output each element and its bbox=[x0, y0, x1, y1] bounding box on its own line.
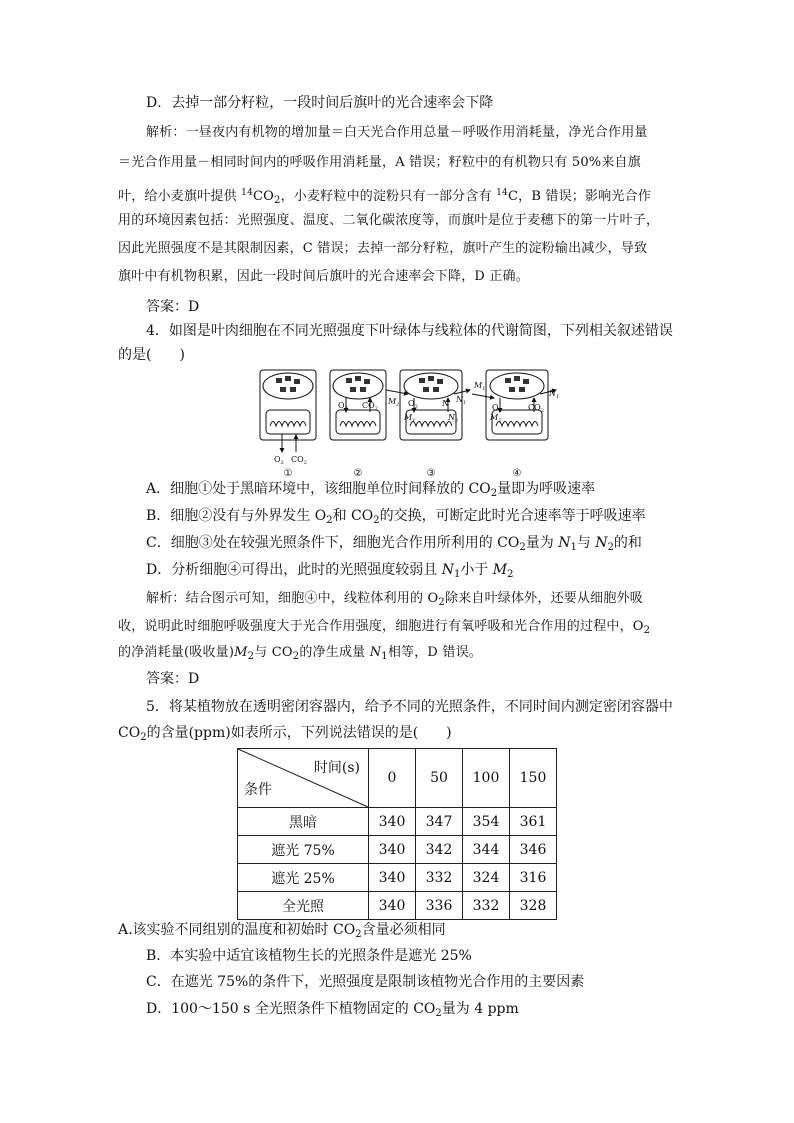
cell-label-3: ③ bbox=[426, 468, 436, 479]
q3-explanation-line: 用的环境因素包括：光照强度、温度、二氧化碳浓度等，而旗叶是位于麦穗下的第一片叶子， bbox=[118, 213, 660, 228]
corner-condition-label: 条件 bbox=[244, 782, 272, 798]
table-cell: 346 bbox=[510, 836, 557, 864]
q4-option-c: C．细胞③处在较强光照条件下，细胞光合作用所利用的 $CO_2$量为 $N_1$与 $N_2$的和 bbox=[146, 535, 642, 553]
q4-answer: 答案：D bbox=[146, 671, 200, 687]
q3-explanation-line: 旗叶中有机物积累，因此一段时间后旗叶的光合速率会下降，D 正确。 bbox=[118, 269, 529, 284]
co2-label: $CO_2$ bbox=[291, 455, 307, 466]
n2-label: $N_2$ bbox=[448, 413, 459, 424]
o2-label: $O_2$ bbox=[408, 399, 418, 410]
table-cell: 361 bbox=[510, 808, 557, 836]
row-label: 全光照 bbox=[238, 892, 369, 920]
n1-label: $N_1$ bbox=[456, 395, 467, 406]
row-label: 遮光 75% bbox=[238, 836, 369, 864]
cell-1 bbox=[260, 370, 316, 452]
co2-label: $CO_2$ bbox=[528, 403, 544, 414]
table-cell: 347 bbox=[416, 808, 463, 836]
corner-time-label: 时间(s) bbox=[313, 760, 360, 776]
table-cell: 340 bbox=[369, 892, 416, 920]
q3-explanation-line: 叶，给小麦旗叶提供 $^{14}CO_2$，小麦籽粒中的淀粉只有一部分含有 $^{14}$C，B 错误；影响光合作 bbox=[118, 188, 652, 206]
n-label: N bbox=[442, 399, 449, 408]
m2-label: $M_2$ bbox=[388, 397, 400, 408]
q4-option-a: A．细胞①处于黑暗环境中，该细胞单位时间释放的 $CO_2$量即为呼吸速率 bbox=[146, 481, 596, 499]
table-cell: 340 bbox=[369, 808, 416, 836]
q5-option-c: C．在遮光 75%的条件下，光照强度是限制该植物光合作用的主要因素 bbox=[146, 974, 585, 990]
o2-label: $O_2$ bbox=[274, 455, 284, 466]
cell-label-1: ① bbox=[283, 468, 293, 479]
table-row bbox=[238, 892, 557, 920]
q4-option-b: B．细胞②没有与外界发生 $O_2$和 $CO_2$的交换，可断定此时光合速率等于呼吸速率 bbox=[146, 508, 646, 526]
m1-label: $M_1$ bbox=[404, 413, 416, 424]
table-cell: 332 bbox=[416, 864, 463, 892]
table-row bbox=[238, 836, 557, 864]
table-row bbox=[238, 808, 557, 836]
table-cell: 354 bbox=[463, 808, 510, 836]
table-cell: 332 bbox=[463, 892, 510, 920]
cell-label-2: ② bbox=[353, 468, 363, 479]
q4-option-d: D．分析细胞④可得出，此时的光照强度较弱且 $N_1$小于 $M_2$ bbox=[146, 562, 514, 580]
table-cell: 340 bbox=[369, 864, 416, 892]
m2-label: $M_2$ bbox=[490, 413, 502, 424]
metabolism-figure bbox=[258, 368, 558, 480]
q3-answer: 答案：D bbox=[146, 299, 200, 315]
table-cell: 340 bbox=[369, 836, 416, 864]
q5-option-a: A.该实验不同组别的温度和初始时 $CO_2$含量必须相同 bbox=[118, 922, 446, 940]
table-header-row bbox=[238, 749, 557, 808]
column-header: 50 bbox=[416, 749, 463, 808]
m1-label: $M_1$ bbox=[474, 381, 486, 392]
co2-label: $CO_2$ bbox=[362, 401, 378, 412]
column-header: 100 bbox=[463, 749, 510, 808]
row-label: 黑暗 bbox=[238, 808, 369, 836]
q4-explanation-line: 的净消耗量(吸收量)$M_2$与 $CO_2$的净生成量 $N_1$相等，D 错误。 bbox=[118, 645, 482, 662]
q5-stem: 5．将某植物放在透明密闭容器内，给予不同的光照条件，不同时间内测定密闭容器中 bbox=[146, 699, 673, 715]
table-cell: 328 bbox=[510, 892, 557, 920]
n1-label: $N_1$ bbox=[549, 389, 560, 400]
cell-label-4: ④ bbox=[512, 468, 522, 479]
o2-label: $O_2$ bbox=[338, 401, 348, 412]
table-cell: 316 bbox=[510, 864, 557, 892]
q4-explanation-line: 解析：结合图示可知，细胞④中，线粒体利用的 $O_2$除来自叶绿体外，还要从细胞外吸 bbox=[146, 591, 643, 608]
table-cell: 344 bbox=[463, 836, 510, 864]
table-cell: 336 bbox=[416, 892, 463, 920]
q3-explanation-line: 解析：一昼夜内有机物的增加量＝白天光合作用总量－呼吸作用消耗量，净光合作用量 bbox=[146, 125, 648, 140]
q3-explanation-line: ＝光合作用量－相同时间内的呼吸作用消耗量，A 错误；籽粒中的有机物只有 50%来自旗 bbox=[118, 155, 641, 170]
q5-option-b: B．本实验中适宜该植物生长的光照条件是遮光 25% bbox=[146, 948, 472, 964]
q4-stem: 4．如图是叶肉细胞在不同光照强度下叶绿体与线粒体的代谢简图，下列相关叙述错误 bbox=[146, 323, 673, 339]
q3-explanation-line: 因此光照强度不是其限制因素，C 错误；去掉一部分籽粒，旗叶产生的淀粉输出减少，导致 bbox=[118, 241, 648, 256]
column-header: 150 bbox=[510, 749, 557, 808]
q5-stem: $CO_2$的含量(ppm)如表所示，下列说法错误的是( ) bbox=[118, 725, 452, 743]
row-label: 遮光 25% bbox=[238, 864, 369, 892]
co2-table bbox=[237, 748, 557, 920]
table-corner-cell bbox=[238, 749, 369, 808]
q4-explanation-line: 收，说明此时细胞呼吸强度大于光合作用强度，细胞进行有氧呼吸和光合作用的过程中，$O_2$ bbox=[118, 619, 651, 636]
q4-stem: 的是( ) bbox=[118, 347, 185, 363]
o2-label: $O_2$ bbox=[492, 403, 502, 414]
q3-option-d: D．去掉一部分籽粒，一段时间后旗叶的光合速率会下降 bbox=[146, 95, 494, 111]
table-row bbox=[238, 864, 557, 892]
column-header: 0 bbox=[369, 749, 416, 808]
table-cell: 324 bbox=[463, 864, 510, 892]
table-cell: 342 bbox=[416, 836, 463, 864]
q5-option-d: D．100～150 s 全光照条件下植物固定的 $CO_2$量为 4 ppm bbox=[146, 1001, 519, 1019]
